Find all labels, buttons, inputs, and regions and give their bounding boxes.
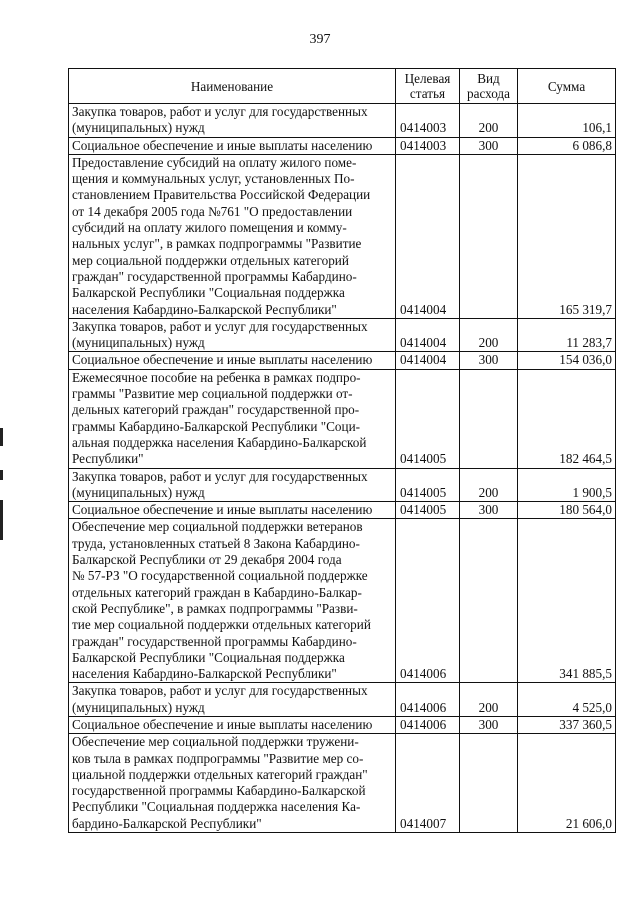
row-sum: 180 564,0	[518, 502, 616, 519]
table-row	[69, 716, 616, 733]
row-expense-type: 300	[460, 137, 518, 154]
row-target-article: 0414006	[396, 716, 460, 733]
row-sum: 106,1	[518, 104, 616, 138]
row-target-article: 0414004	[396, 154, 460, 318]
row-target-article: 0414005	[396, 502, 460, 519]
table-row	[69, 104, 616, 138]
table-row	[69, 369, 616, 468]
row-sum: 11 283,7	[518, 318, 616, 352]
row-name: Закупка товаров, работ и услуг для государственных (муниципальных) нужд	[69, 104, 396, 138]
row-expense-type	[460, 154, 518, 318]
table-row	[69, 468, 616, 502]
page-number: 397	[309, 32, 331, 47]
table-row	[69, 318, 616, 352]
row-name: Предоставление субсидий на оплату жилого поме- щения и коммунальных услуг, установленных По- становлением Правительства Российской Федерации от 14 декабря 2005 года №761 "О предоставлении субсидий на оплату жилого помещения и комму- нальных услуг", в рамках подпрограммы "Развитие мер социальной поддержки отдельных категорий граждан" государственной программы Кабардино- Балкарской Республики "Социальная поддержка населения Кабардино-Балкарской Республики"	[69, 154, 396, 318]
header-target-article: Целевая статья	[396, 69, 460, 104]
row-sum: 337 360,5	[518, 716, 616, 733]
scan-edge-mark	[0, 428, 3, 446]
row-name: Обеспечение мер социальной поддержки тружени- ков тыла в рамках подпрограммы "Развитие мер со- циальной поддержки отдельных категорий граждан" государственной программы Кабардино-Балкарской Республики "Социальная поддержка населения Ка- бардино-Балкарской Республики"	[69, 734, 396, 833]
row-name: Социальное обеспечение и иные выплаты населению	[69, 502, 396, 519]
row-expense-type: 200	[460, 683, 518, 717]
table-row	[69, 154, 616, 318]
row-name: Социальное обеспечение и иные выплаты населению	[69, 137, 396, 154]
row-expense-type	[460, 519, 518, 683]
row-expense-type: 200	[460, 104, 518, 138]
table-row	[69, 519, 616, 683]
row-sum: 165 319,7	[518, 154, 616, 318]
row-name: Закупка товаров, работ и услуг для государственных (муниципальных) нужд	[69, 683, 396, 717]
row-expense-type	[460, 734, 518, 833]
table-row	[69, 683, 616, 717]
row-name: Социальное обеспечение и иные выплаты населению	[69, 716, 396, 733]
scan-edge-mark	[0, 470, 3, 480]
row-expense-type: 300	[460, 716, 518, 733]
row-expense-type	[460, 369, 518, 468]
row-expense-type: 300	[460, 502, 518, 519]
row-sum: 4 525,0	[518, 683, 616, 717]
table-row	[69, 352, 616, 369]
header-name: Наименование	[69, 69, 396, 104]
header-sum: Сумма	[518, 69, 616, 104]
row-target-article: 0414006	[396, 683, 460, 717]
row-sum: 1 900,5	[518, 468, 616, 502]
row-name: Социальное обеспечение и иные выплаты населению	[69, 352, 396, 369]
header-expense-type: Вид расхода	[460, 69, 518, 104]
row-target-article: 0414005	[396, 369, 460, 468]
row-expense-type: 200	[460, 318, 518, 352]
row-name: Ежемесячное пособие на ребенка в рамках подпро- граммы "Развитие мер социальной поддержки от- дельных категорий граждан" государственной про- граммы Кабардино-Балкарской Республики "Соци- альная поддержка населения Кабардино-Балкарской Республики"	[69, 369, 396, 468]
table-row	[69, 502, 616, 519]
row-target-article: 0414004	[396, 352, 460, 369]
row-name: Закупка товаров, работ и услуг для государственных (муниципальных) нужд	[69, 468, 396, 502]
row-target-article: 0414004	[396, 318, 460, 352]
row-name: Закупка товаров, работ и услуг для государственных (муниципальных) нужд	[69, 318, 396, 352]
row-target-article: 0414006	[396, 519, 460, 683]
row-target-article: 0414003	[396, 137, 460, 154]
row-target-article: 0414007	[396, 734, 460, 833]
scan-edge-mark	[0, 500, 3, 540]
row-expense-type: 200	[460, 468, 518, 502]
row-target-article: 0414005	[396, 468, 460, 502]
table-row	[69, 734, 616, 833]
row-target-article: 0414003	[396, 104, 460, 138]
row-expense-type: 300	[460, 352, 518, 369]
row-sum: 6 086,8	[518, 137, 616, 154]
row-name: Обеспечение мер социальной поддержки ветеранов труда, установленных статьей 8 Закона Кабардино- Балкарской Республики от 29 декабря 2004 года № 57-РЗ "О государственной социальной поддержке отдельных категорий граждан в Кабардино-Балкар- ской Республике", в рамках подпрограммы "Разви- тие мер социальной поддержки отдельных категорий граждан" государственной программы Кабардино- Балкарской Республики "Социальная поддержка населения Кабардино-Балкарской Республики"	[69, 519, 396, 683]
row-sum: 21 606,0	[518, 734, 616, 833]
row-sum: 154 036,0	[518, 352, 616, 369]
table-row	[69, 137, 616, 154]
row-sum: 182 464,5	[518, 369, 616, 468]
header-row	[69, 69, 616, 104]
budget-table	[68, 68, 616, 833]
row-sum: 341 885,5	[518, 519, 616, 683]
